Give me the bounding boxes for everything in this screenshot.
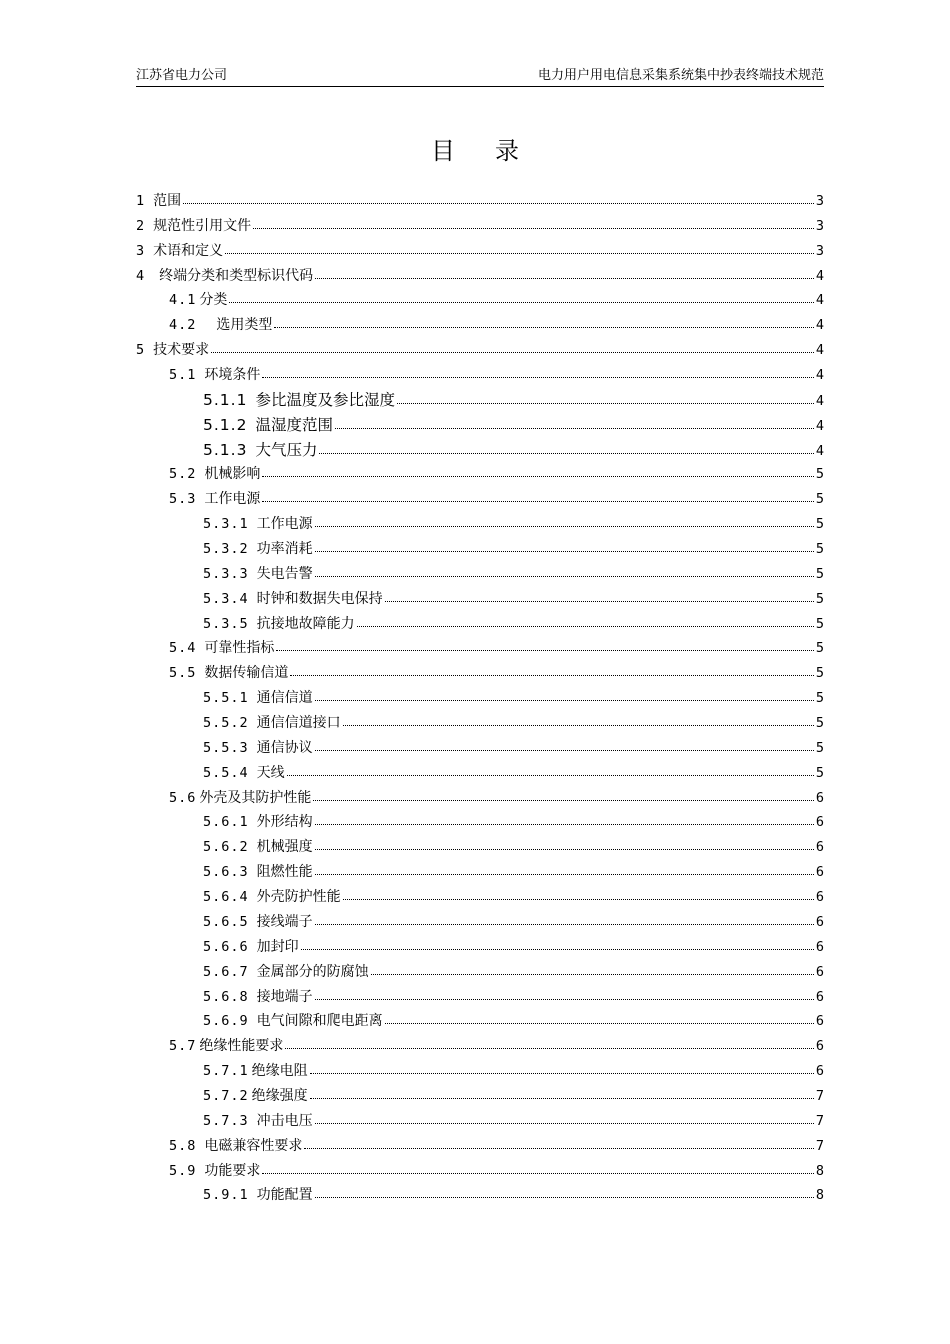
- toc-entry-page: 4: [815, 317, 824, 334]
- toc-entry[interactable]: [136, 388, 824, 413]
- toc-entry-title: 机械强度: [256, 839, 313, 856]
- toc-entry-title: 功能要求: [204, 1162, 261, 1179]
- toc-leader-dots: [319, 451, 813, 454]
- toc-entry-title: 功率消耗: [256, 541, 313, 558]
- toc-entry-title: 阻燃性能: [256, 864, 313, 881]
- toc-entry-number: 5.5.1: [203, 690, 249, 707]
- toc-leader-dots: [315, 847, 814, 850]
- header-document-title: 电力用户用电信息采集系统集中抄表终端技术规范: [537, 68, 824, 83]
- toc-entry[interactable]: [136, 835, 824, 860]
- toc-entry[interactable]: [136, 960, 824, 985]
- toc-entry[interactable]: [136, 1109, 824, 1134]
- toc-entry-number: 5.9.1: [203, 1187, 249, 1204]
- toc-entry-number: 5.6.3: [203, 864, 249, 881]
- toc-entry-page: 5: [815, 615, 824, 632]
- toc-leader-dots: [315, 922, 814, 925]
- toc-leader-dots: [315, 748, 814, 751]
- toc-entry-page: 3: [815, 242, 824, 259]
- toc-entry-title: 大气压力: [255, 440, 318, 459]
- toc-entry-number: 5.1.3: [203, 440, 248, 459]
- toc-entry-title: 绝缘强度: [251, 1087, 308, 1104]
- toc-entry-page: 5: [815, 516, 824, 533]
- toc-entry[interactable]: [136, 288, 824, 313]
- toc-leader-dots: [287, 773, 814, 776]
- toc-entry[interactable]: [136, 239, 824, 264]
- toc-leader-dots: [385, 1021, 814, 1024]
- toc-entry-title: 绝缘性能要求: [199, 1038, 284, 1055]
- toc-entry[interactable]: [136, 860, 824, 885]
- toc-entry[interactable]: [136, 413, 824, 438]
- toc-entry-number: 5.6.7: [203, 963, 249, 980]
- toc-entry-title: 功能配置: [256, 1187, 313, 1204]
- toc-entry-number: 5.6.1: [203, 814, 249, 831]
- toc-entry[interactable]: [136, 189, 824, 214]
- toc-entry[interactable]: [136, 1084, 824, 1109]
- toc-entry-page: 6: [815, 963, 824, 980]
- toc-entry[interactable]: [136, 711, 824, 736]
- toc-entry-page: 6: [815, 988, 824, 1005]
- toc-entry-number: 5.6: [169, 789, 197, 806]
- toc-entry-title: 温湿度范围: [255, 415, 333, 434]
- toc-entry-number: 3: [136, 242, 146, 259]
- toc-leader-dots: [274, 325, 813, 328]
- toc-entry[interactable]: [136, 885, 824, 910]
- toc-entry-title: 天线: [256, 764, 285, 781]
- toc-entry-page: 6: [815, 913, 824, 930]
- toc-entry-page: 6: [815, 1013, 824, 1030]
- toc-entry-title: 范围: [153, 193, 182, 209]
- toc-entry-number: 5.6.6: [203, 938, 249, 955]
- toc-entry[interactable]: [136, 363, 824, 388]
- toc-entry-number: 2: [136, 217, 146, 234]
- toc-entry-title: 工作电源: [204, 491, 261, 508]
- toc-entry-number: 5.5.2: [203, 715, 249, 732]
- toc-entry-number: 5.6.8: [203, 988, 249, 1005]
- toc-entry-number: 5.3.4: [203, 590, 249, 607]
- toc-entry[interactable]: [136, 313, 824, 338]
- toc-leader-dots: [315, 276, 814, 279]
- toc-entry[interactable]: [136, 786, 824, 811]
- toc-entry-title: 外壳防护性能: [256, 889, 341, 906]
- toc-entry-page: 5: [815, 565, 824, 582]
- toc-leader-dots: [371, 972, 814, 975]
- toc-entry-number: 5.5: [169, 665, 197, 682]
- toc-entry-title: 数据传输信道: [204, 665, 289, 682]
- toc-entry-page: 7: [815, 1137, 824, 1154]
- toc-entry[interactable]: [136, 1159, 824, 1184]
- toc-entry-page: 3: [815, 217, 824, 234]
- toc-entry-page: 4: [815, 392, 824, 409]
- toc-entry[interactable]: [136, 1134, 824, 1159]
- toc-entry-title: 术语和定义: [153, 242, 224, 259]
- toc-entry-number: 5.1: [169, 367, 197, 384]
- toc-leader-dots: [211, 350, 814, 353]
- toc-entry-title: 终端分类和类型标识代码: [159, 267, 314, 284]
- toc-entry-title: 加封印: [256, 938, 299, 955]
- toc-entry-title: 工作电源: [256, 516, 313, 533]
- toc-entry[interactable]: [136, 1009, 824, 1034]
- toc-entry[interactable]: [136, 612, 824, 637]
- toc-entry[interactable]: [136, 562, 824, 587]
- toc-leader-dots: [315, 698, 814, 701]
- toc-entry-title: 通信协议: [256, 739, 313, 756]
- toc-entry-number: 5.3.2: [203, 541, 249, 558]
- toc-entry-title: 机械影响: [204, 466, 261, 483]
- toc-entry-page: 7: [815, 1087, 824, 1104]
- toc-entry[interactable]: [136, 214, 824, 239]
- toc-entry-page: 6: [815, 789, 824, 806]
- toc-leader-dots: [357, 624, 814, 627]
- toc-entry-number: 5.3.3: [203, 565, 249, 582]
- toc-leader-dots: [229, 300, 813, 303]
- toc-leader-dots: [335, 426, 814, 429]
- toc-entry-page: 5: [815, 466, 824, 483]
- toc-entry[interactable]: [136, 338, 824, 363]
- toc-entry-number: 5.7.1: [203, 1063, 249, 1080]
- toc-entry-page: 6: [815, 1038, 824, 1055]
- toc-entry[interactable]: [136, 985, 824, 1010]
- toc-entry[interactable]: [136, 736, 824, 761]
- toc-leader-dots: [225, 251, 814, 254]
- toc-leader-dots: [285, 1046, 813, 1049]
- toc-entry[interactable]: [136, 537, 824, 562]
- toc-entry-page: 6: [815, 889, 824, 906]
- toc-entry-number: 5.2: [169, 466, 197, 483]
- toc-entry-number: 4.1: [169, 292, 197, 309]
- toc-entry-page: 5: [815, 715, 824, 732]
- toc-entry[interactable]: [136, 910, 824, 935]
- toc-entry[interactable]: [136, 1059, 824, 1084]
- toc-entry-title: 选用类型: [216, 317, 273, 334]
- toc-entry-title: 外壳及其防护性能: [199, 789, 312, 806]
- toc-entry-number: 5.5.4: [203, 764, 249, 781]
- toc-entry-title: 接线端子: [256, 913, 313, 930]
- toc-entry-page: 5: [815, 640, 824, 657]
- toc-entry-number: 4.2: [169, 317, 197, 334]
- toc-entry-number: 5.5.3: [203, 739, 249, 756]
- toc-leader-dots: [313, 798, 813, 801]
- toc-entry-title: 通信信道接口: [256, 715, 341, 732]
- toc-entry[interactable]: [136, 810, 824, 835]
- toc-leader-dots: [315, 1121, 814, 1124]
- toc-entry-page: 6: [815, 864, 824, 881]
- toc-leader-dots: [290, 673, 813, 676]
- toc-leader-dots: [315, 524, 814, 527]
- toc-leader-dots: [310, 1096, 814, 1099]
- toc-leader-dots: [262, 1171, 813, 1174]
- toc-entry[interactable]: [136, 487, 824, 512]
- toc-leader-dots: [315, 872, 814, 875]
- toc-entry-number: 5.3.5: [203, 615, 249, 632]
- toc-entry-title: 分类: [199, 292, 228, 309]
- toc-entry[interactable]: [136, 264, 824, 289]
- toc-entry-number: 5.1.1: [203, 390, 248, 409]
- toc-leader-dots: [310, 1071, 814, 1074]
- toc-entry[interactable]: [136, 636, 824, 661]
- toc-entry-number: 5.6.2: [203, 839, 249, 856]
- toc-entry[interactable]: [136, 1034, 824, 1059]
- toc-leader-dots: [253, 226, 814, 229]
- toc-entry-number: 5.7: [169, 1038, 197, 1055]
- toc-entry-number: 1: [136, 193, 146, 209]
- toc-entry-title: 接地端子: [256, 988, 313, 1005]
- toc-entry[interactable]: [136, 935, 824, 960]
- toc-entry-page: 8: [815, 1162, 824, 1179]
- toc-entry-page: 5: [815, 665, 824, 682]
- toc-entry-page: 4: [815, 367, 824, 384]
- toc-entry-page: 5: [815, 764, 824, 781]
- toc-entry-title: 时钟和数据失电保持: [256, 590, 383, 607]
- toc-entry-number: 5.6.9: [203, 1013, 249, 1030]
- toc-entry-number: 4: [136, 267, 146, 284]
- toc-leader-dots: [262, 375, 813, 378]
- toc-leader-dots: [276, 648, 813, 651]
- toc-entry-title: 技术要求: [153, 342, 210, 359]
- toc-entry-title: 通信信道: [256, 690, 313, 707]
- toc-leader-dots: [301, 947, 814, 950]
- toc-entry-number: 5.4: [169, 640, 197, 657]
- toc-entry-page: 6: [815, 814, 824, 831]
- toc-entry-page: 6: [815, 938, 824, 955]
- toc-entry-number: 5.9: [169, 1162, 197, 1179]
- toc-entry-page: 5: [815, 739, 824, 756]
- toc-entry-page: 6: [815, 1063, 824, 1080]
- toc-leader-dots: [397, 401, 814, 404]
- toc-leader-dots: [262, 499, 813, 502]
- toc-leader-dots: [315, 549, 814, 552]
- toc-entry-page: 5: [815, 491, 824, 508]
- toc-entry-title: 环境条件: [204, 367, 261, 384]
- toc-entry[interactable]: [136, 462, 824, 487]
- toc-entry-page: 4: [815, 292, 824, 309]
- toc-leader-dots: [315, 1195, 814, 1198]
- toc-entry-number: 5.6.4: [203, 889, 249, 906]
- toc-entry-page: 4: [815, 267, 824, 284]
- toc-leader-dots: [315, 574, 814, 577]
- toc-leader-dots: [343, 897, 814, 900]
- toc-entry-page: 5: [815, 541, 824, 558]
- toc-entry-title: 抗接地故障能力: [256, 615, 355, 632]
- toc-entry-title: 规范性引用文件: [153, 217, 252, 234]
- toc-entry-page: 4: [815, 342, 824, 359]
- toc-entry-page: 6: [815, 839, 824, 856]
- toc-entry-title: 失电告警: [256, 565, 313, 582]
- toc-entry[interactable]: [136, 1183, 824, 1208]
- toc-title: 目录: [431, 137, 559, 165]
- toc-entry-page: 3: [815, 193, 824, 209]
- toc-leader-dots: [385, 599, 814, 602]
- toc-leader-dots: [343, 723, 814, 726]
- page-header: [136, 66, 824, 87]
- toc-leader-dots: [315, 822, 814, 825]
- toc-entry-title: 绝缘电阻: [251, 1063, 308, 1080]
- toc-leader-dots: [262, 474, 813, 477]
- toc-entry-number: 5.3.1: [203, 516, 249, 533]
- toc-entry-title: 外形结构: [256, 814, 313, 831]
- toc-entry[interactable]: [136, 512, 824, 537]
- toc-entry-number: 5.1.2: [203, 415, 248, 434]
- toc-entry-page: 8: [815, 1187, 824, 1204]
- toc-entry-page: 4: [815, 417, 824, 434]
- toc-entry-number: 5.8: [169, 1137, 197, 1154]
- toc-entry-page: 5: [815, 690, 824, 707]
- toc-entry-page: 7: [815, 1112, 824, 1129]
- toc-entry-title: 冲击电压: [256, 1112, 313, 1129]
- toc-entry-number: 5.6.5: [203, 913, 249, 930]
- toc-entry-number: 5.7.2: [203, 1087, 249, 1104]
- toc-entry-page: 4: [815, 442, 824, 459]
- toc-entry-title: 可靠性指标: [204, 640, 275, 657]
- toc-entry-title: 电气间隙和爬电距离: [256, 1013, 383, 1030]
- toc-leader-dots: [304, 1146, 813, 1149]
- toc-entry-number: 5.7.3: [203, 1112, 249, 1129]
- toc-entry[interactable]: [136, 686, 824, 711]
- toc-entry-number: 5.3: [169, 491, 197, 508]
- table-of-contents: [136, 189, 824, 1208]
- toc-entry-number: 5: [136, 342, 146, 359]
- toc-entry[interactable]: [136, 661, 824, 686]
- toc-entry-page: 5: [815, 590, 824, 607]
- toc-entry[interactable]: [136, 761, 824, 786]
- toc-entry-title: 电磁兼容性要求: [204, 1137, 303, 1154]
- toc-leader-dots: [315, 997, 814, 1000]
- toc-leader-dots: [183, 201, 814, 204]
- toc-entry[interactable]: [136, 438, 824, 463]
- toc-entry[interactable]: [136, 587, 824, 612]
- header-organization: 江苏省电力公司: [136, 68, 228, 83]
- toc-entry-title: 参比温度及参比湿度: [255, 390, 395, 409]
- toc-entry-title: 金属部分的防腐蚀: [256, 963, 369, 980]
